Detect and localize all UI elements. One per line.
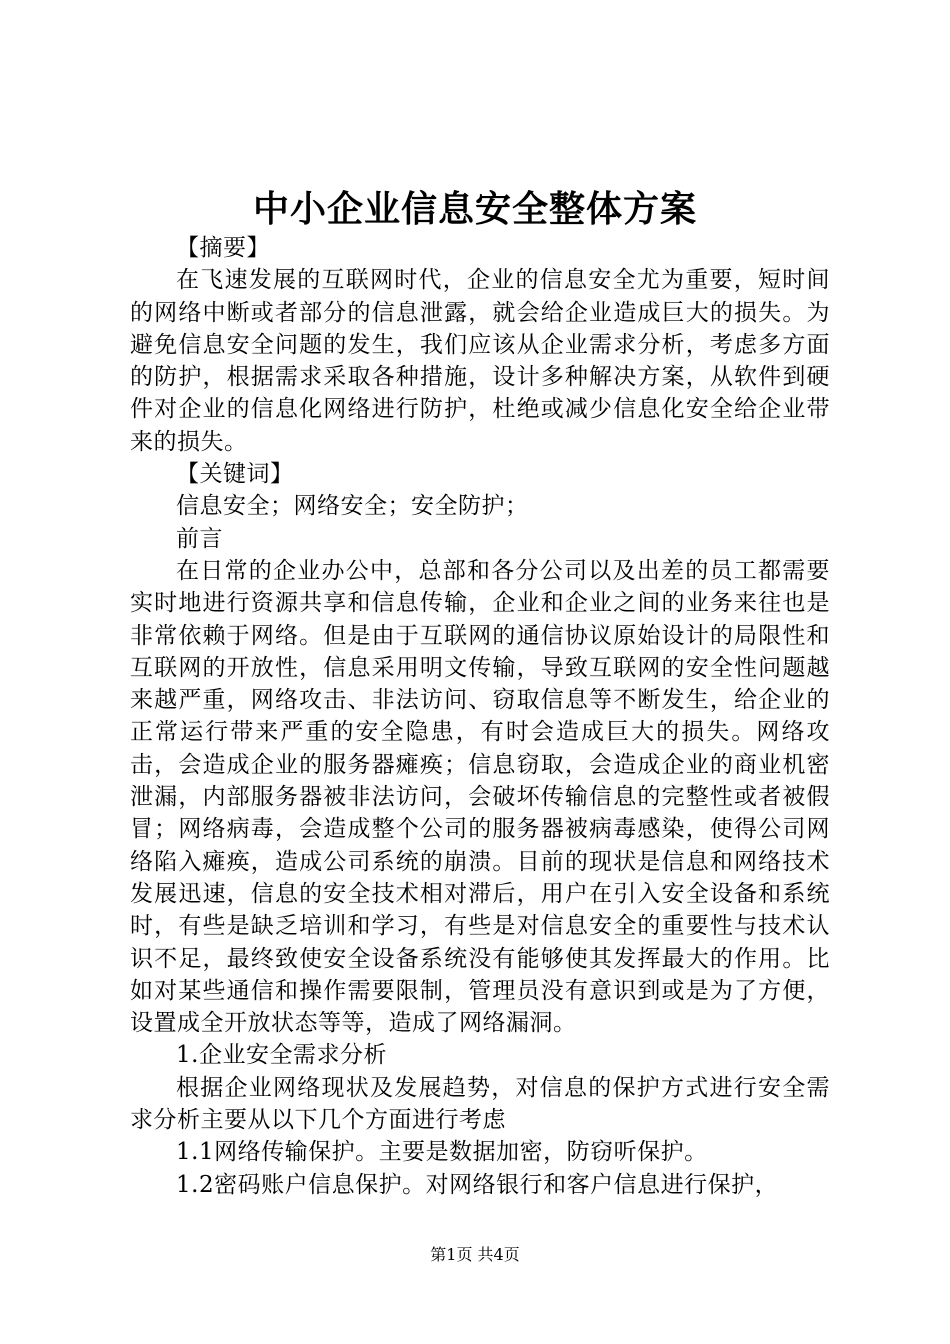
section-1-heading: 1.企业安全需求分析 bbox=[176, 1042, 387, 1069]
keywords-paragraph: 信息安全；网络安全；安全防护； bbox=[176, 493, 529, 520]
preface-paragraph: 在日常的企业办公中，总部和各分公司以及出差的员工都需要实时地进行资源共享和信息传输，企业和企业之间的业务来往也是非常依赖于网络。但是由于互联网的通信协议原始设计的局限性和互联网的开放性，信息采用明文传输，导致互联网的安全性问题越来越严重，网络攻击、非法访问、窃取信息等不断发生，给企业的正常运行带来严重的安全隐患，有时会造成巨大的损失。网络攻击，会造成企业的服务器瘫痪；信息窃取，会造成企业的商业机密泄漏，内部服务器被非法访问，会破坏传输信息的完整性或者被假冒；网络病毒，会造成整个公司的服务器被病毒感染，使得公司网络陷入瘫痪，造成公司系统的崩溃。目前的现状是信息和网络技术发展迅速，信息的安全技术相对滞后，用户在引入安全设备和系统时，有些是缺乏培训和学习，有些是对信息安全的重要性与技术认识不足，最终致使安全设备系统没有能够使其发挥最大的作用。比如对某些通信和操作需要限制，管理员没有意识到或是为了方便，设置成全开放状态等等，造成了网络漏洞。 bbox=[130, 557, 830, 1037]
section-1-2-paragraph: 1.2密码账户信息保护。对网络银行和客户信息进行保护， bbox=[176, 1171, 779, 1198]
page-footer: 第1页 共4页 bbox=[430, 1245, 520, 1264]
keywords-heading: 【关键词】 bbox=[176, 461, 294, 488]
section-1-paragraph: 根据企业网络现状及发展趋势，对信息的保护方式进行安全需求分析主要从以下几个方面进行考虑 bbox=[130, 1074, 830, 1134]
abstract-paragraph: 在飞速发展的互联网时代，企业的信息安全尤为重要，短时间的网络中断或者部分的信息泄露，就会给企业造成巨大的损失。为避免信息安全问题的发生，我们应该从企业需求分析，考虑多方面的防护，根据需求采取各种措施，设计多种解决方案，从软件到硬件对企业的信息化网络进行防护，杜绝或减少信息化安全给企业带来的损失。 bbox=[130, 267, 830, 455]
document-title: 中小企业信息安全整体方案 bbox=[252, 188, 697, 230]
abstract-heading: 【摘要】 bbox=[176, 235, 270, 261]
preface-heading: 前言 bbox=[176, 525, 223, 552]
section-1-1-paragraph: 1.1网络传输保护。主要是数据加密，防窃听保护。 bbox=[176, 1139, 708, 1166]
document-body bbox=[130, 232, 830, 1201]
